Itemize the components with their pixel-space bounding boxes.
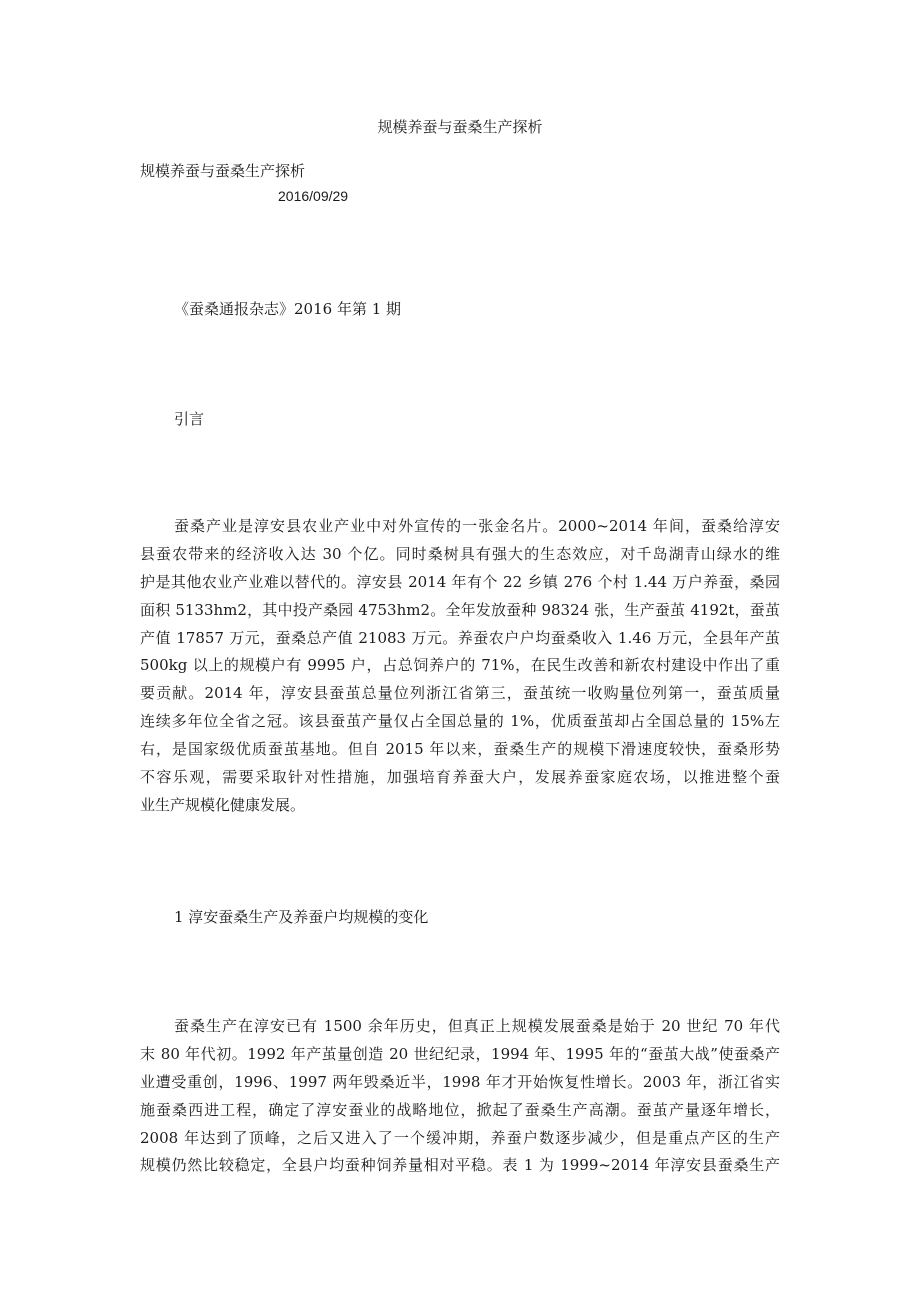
paragraph-line: 蚕桑产业是淳安县农业产业中对外宣传的一张金名片。2000~2014 年间，蚕桑给淳安 bbox=[174, 517, 780, 535]
paragraph-line: 不容乐观，需要采取针对性措施，加强培育养蚕大户，发展养蚕家庭农场，以推进整个蚕 bbox=[140, 768, 780, 787]
intro-heading: 引言 bbox=[174, 410, 205, 428]
section-paragraph bbox=[140, 1013, 780, 1180]
paragraph-line: 2008 年达到了顶峰，之后又进入了一个缓冲期，养蚕户数逐步减少，但是重点产区的生产 bbox=[140, 1128, 780, 1147]
paragraph-line: 500kg 以上的规模户有 9995 户，占总饲养户的 71%，在民生改善和新农村建设中作出了重 bbox=[140, 656, 780, 675]
section-heading: 1 淳安蚕桑生产及养蚕户均规模的变化 bbox=[174, 908, 429, 926]
page-header-title: 规模养蚕与蚕桑生产探析 bbox=[377, 118, 543, 136]
paragraph-line: 蚕桑生产在淳安已有 1500 余年历史，但真正上规模发展蚕桑是始于 20 世纪 70 年代 bbox=[174, 1017, 780, 1035]
paragraph-line: 产值 17857 万元，蚕桑总产值 21083 万元。养蚕农户户均蚕桑收入 1.46 万元，全县年产茧 bbox=[140, 628, 780, 647]
paragraph-line: 护是其他农业产业难以替代的。淳安县 2014 年有个 22 乡镇 276 个村 1.44 万户养蚕，桑园 bbox=[140, 572, 780, 591]
paragraph-line: 末 80 年代初。1992 年产茧量创造 20 世纪纪录，1994 年、1995 年的“蚕茧大战”使蚕桑产 bbox=[140, 1044, 780, 1063]
intro-paragraph bbox=[140, 513, 780, 820]
paragraph-line: 右，是国家级优质蚕茧基地。但自 2015 年以来，蚕桑生产的规模下滑速度较快，蚕桑形势 bbox=[140, 740, 780, 759]
paragraph-line: 面积 5133hm2，其中投产桑园 4753hm2。全年发放蚕种 98324 张，生产蚕茧 4192t，蚕茧 bbox=[140, 600, 780, 619]
article-title: 规模养蚕与蚕桑生产探析 bbox=[140, 162, 306, 180]
paragraph-line: 连续多年位全省之冠。该县蚕茧产量仅占全国总量的 1%，优质蚕茧却占全国总量的 15%左 bbox=[140, 712, 780, 731]
paragraph-line: 业遭受重创，1996、1997 两年毁桑近半，1998 年才开始恢复性增长。2003 年，浙江省实 bbox=[140, 1072, 780, 1091]
paragraph-line: 业生产规模化健康发展。 bbox=[140, 795, 306, 814]
paragraph-line: 规模仍然比较稳定，全县户均蚕种饲养量相对平稳。表 1 为 1999~2014 年淳安县蚕桑生产 bbox=[140, 1156, 780, 1175]
journal-source: 《蚕桑通报杂志》2016 年第 1 期 bbox=[174, 300, 402, 318]
paragraph-line: 要贡献。2014 年，淳安县蚕茧总量位列浙江省第三，蚕茧统一收购量位列第一，蚕茧质量 bbox=[140, 684, 780, 703]
paragraph-line: 施蚕桑西进工程，确定了淳安蚕业的战略地位，掀起了蚕桑生产高潮。蚕茧产量逐年增长， bbox=[140, 1100, 780, 1119]
paragraph-line: 县蚕农带来的经济收入达 30 个亿。同时桑树具有强大的生态效应，对千岛湖青山绿水的维 bbox=[140, 544, 780, 563]
publish-date: 2016/09/29 bbox=[278, 188, 349, 204]
